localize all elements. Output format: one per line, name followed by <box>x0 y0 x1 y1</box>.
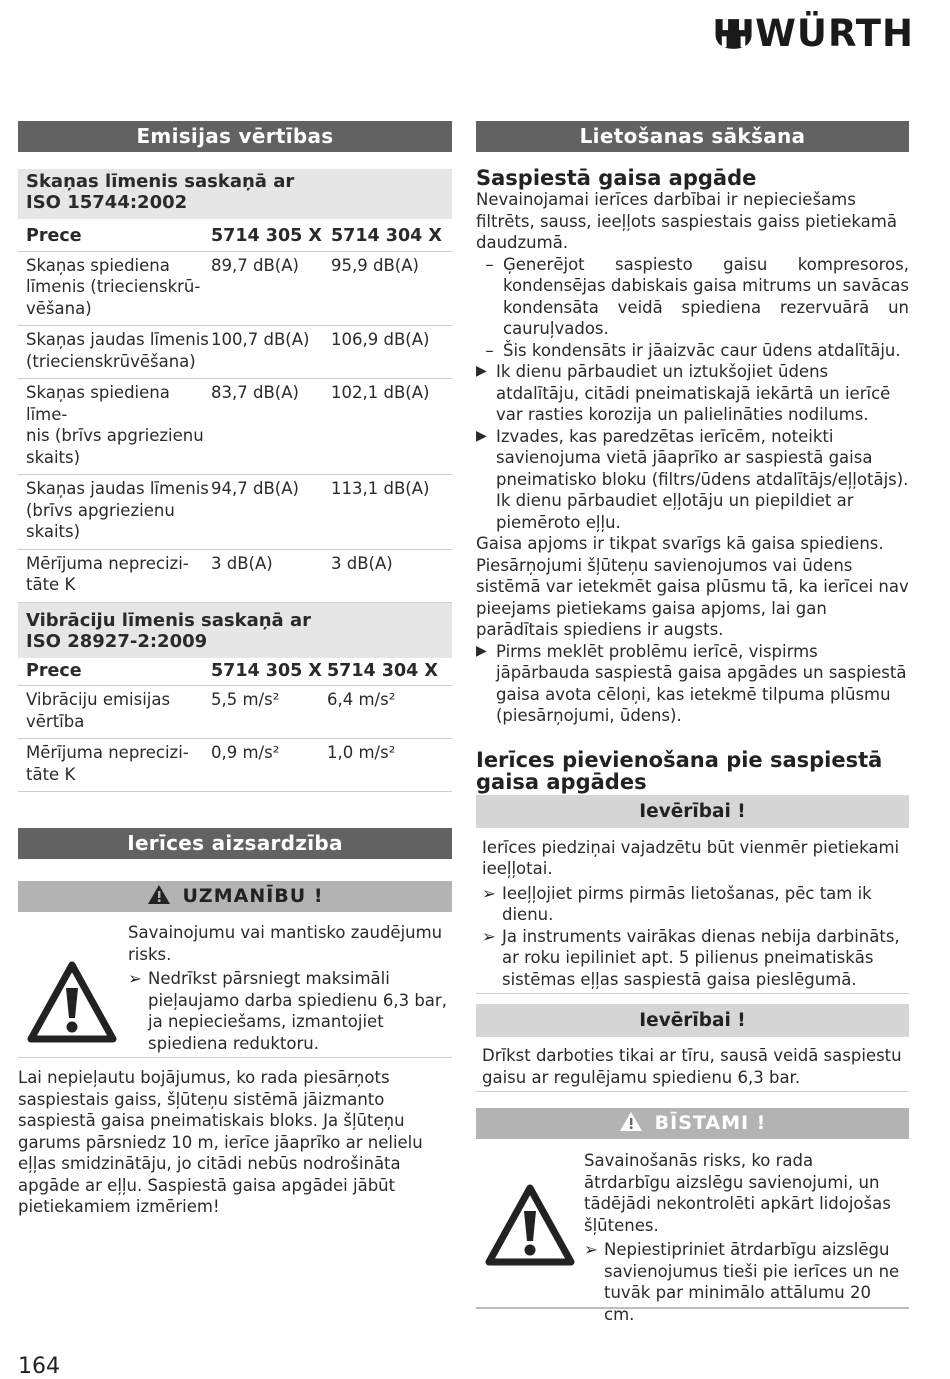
warning-triangle-icon <box>26 960 118 1050</box>
row-value-1: 3 dB(A) <box>211 553 273 573</box>
left-column <box>18 121 452 1218</box>
warning-triangle-icon <box>619 1111 643 1142</box>
page-number: 164 <box>18 1354 60 1379</box>
list-item <box>482 926 903 991</box>
caution-box <box>18 912 452 1058</box>
row-value-1: 94,7 dB(A) <box>211 479 299 498</box>
air-volume-paragraph: Gaisa apjoms ir tikpat svarīgs kā gaisa spiediens. Piesārņojumi šļūteņu savienojumos vai ūdens sistēmā var ietekmēt gaisa plūsmu tā, ka ierīcei nav pieejams pietiekams gaisa apjoms, lai gan parādītais spiediens ir augsts. <box>476 534 909 639</box>
table-row <box>18 739 452 792</box>
header-model-1: 5714 305 X <box>211 226 322 246</box>
caution-text: Savainojumu vai mantisko zaudējumu risks. <box>128 923 443 964</box>
list-item-text: Ik dienu pārbaudiet un iztukšojiet ūdens atdalītāju, citādi pneimatiskajā iekārtā un ierīcē var rasties korozija un palielināties nodilums. <box>496 362 891 424</box>
wurth-logo <box>714 12 914 56</box>
table-row <box>18 379 452 475</box>
row-value-2: 106,9 dB(A) <box>331 330 430 349</box>
arrow-bullet-icon: ➢ <box>128 969 142 988</box>
row-value-2: 102,1 dB(A) <box>331 383 430 402</box>
note-header: Ievērībai ! <box>476 1004 909 1037</box>
row-label: Skaņas jaudas līmenis (brīvs apgriezienu skaits) <box>26 479 209 541</box>
triangle-bullet-icon: ▶ <box>476 642 487 659</box>
triangle-bullet-icon: ▶ <box>476 427 487 444</box>
warning-triangle-icon <box>147 884 171 915</box>
row-value-1: 83,7 dB(A) <box>211 383 299 402</box>
arrow-bullet-icon: ➢ <box>584 1240 598 1259</box>
air-supply-heading: Saspiestā gaisa apgāde <box>476 166 757 190</box>
table-row <box>18 252 452 327</box>
list-item <box>476 254 909 340</box>
list-item <box>476 426 909 534</box>
header-product: Prece <box>26 660 82 681</box>
danger-bullet <box>584 1239 904 1325</box>
connect-heading: Ierīces pievienošana pie saspiestā gaisa apgādes <box>476 747 883 794</box>
list-item-text: Pirms meklēt problēmu ierīcē, vispirms jāpārbauda saspiestā gaisa apgādes un saspiestā gaisa avota cēloņi, kas ietekmē tilpuma plūsmu (piesārņojumi, ūdens). <box>496 641 907 725</box>
protection-section-title: Ierīces aizsardzība <box>18 828 452 859</box>
right-column <box>476 121 909 1324</box>
row-value-1: 5,5 m/s² <box>211 690 280 709</box>
table-row <box>18 550 452 603</box>
row-label: Skaņas spiediena līmenis (triecienskrū- vēšana) <box>26 255 201 318</box>
row-label: Skaņas spiediena līme- nis (brīvs apgriezienu skaits) <box>26 383 204 467</box>
table-row <box>18 475 452 550</box>
row-label: Mērījuma neprecizi- tāte K <box>26 553 189 594</box>
header-product: Prece <box>26 226 82 246</box>
air-supply-intro: Nevainojamai ierīces darbībai ir nepieciešams filtrēts, sauss, ieeļļots saspiestais gaiss pietiekamā daudzumā. <box>476 190 897 252</box>
list-item <box>476 361 909 426</box>
danger-label: BĪSTAMI ! <box>654 1112 767 1134</box>
list-item <box>476 340 909 362</box>
caution-bullet <box>128 968 450 1054</box>
note-box <box>476 1037 909 1092</box>
header-model-2: 5714 304 X <box>327 660 438 681</box>
header-model-1: 5714 305 X <box>211 660 322 681</box>
list-item-text: Ja instruments vairākas dienas nebija darbināts, ar roku iepiliniet apt. 5 pilienus pneimatiskās sistēmas eļļas saspiestā gaisa pieslēgumā. <box>502 926 900 989</box>
list-item-text: Ieeļļojiet pirms pirmās lietošanas, pēc tam ik dienu. <box>502 883 872 924</box>
row-label: Vibrāciju emisijas vērtība <box>26 690 171 731</box>
caution-header <box>18 881 452 912</box>
row-value-2: 95,9 dB(A) <box>331 255 419 275</box>
caution-bullet-text: Nedrīkst pārsniegt maksimāli pieļaujamo darba spiedienu 6,3 bar, ja nepieciešams, izmantojiet spiediena reduktoru. <box>148 969 447 1053</box>
row-value-2: 113,1 dB(A) <box>331 479 430 498</box>
arrow-bullet-icon: ➢ <box>482 926 496 946</box>
header-model-2: 5714 304 X <box>331 226 442 246</box>
note-header: Ievērībai ! <box>476 795 909 828</box>
row-value-2: 3 dB(A) <box>331 553 393 573</box>
protection-paragraph: Lai nepieļautu bojājumus, ko rada piesārņots saspiestais gaiss, šļūteņu sistēmā jāizmanto saspiestā gaisa pneimatiskais bloks. Ja šļūteņu garums pārsniedz 10 m, ierīce jāaprīko ar nelielu eļļas smidzinātāju, jo citādi nebūs nodrošināta apgāde ar eļļu. Saspiestā gaisa apgādei jābūt pietiekamiem izmēriem! <box>18 1068 423 1216</box>
row-label: Mērījuma neprecizi- tāte K <box>26 743 189 784</box>
danger-text: Savainošanās risks, ko rada ātrdarbīgu aizslēgu savienojumi, un tādējādi nekontrolēti apkārt lidojošas šļūtenes. <box>584 1151 891 1235</box>
table-row <box>18 686 452 739</box>
row-value-1: 100,7 dB(A) <box>211 330 310 349</box>
row-value-1: 0,9 m/s² <box>211 743 280 762</box>
list-item <box>476 641 909 727</box>
danger-header <box>476 1108 909 1139</box>
vibration-table-header <box>18 658 452 687</box>
vibration-table-heading: Vibrāciju līmenis saskaņā ar ISO 28927-2:2009 <box>18 603 452 658</box>
sound-table-heading: Skaņas līmenis saskaņā ar ISO 15744:2002 <box>26 171 295 213</box>
dash-bullet-icon: – <box>485 340 494 360</box>
warning-triangle-icon <box>484 1183 576 1273</box>
list-item <box>482 883 903 926</box>
emission-section-title: Emisijas vērtības <box>18 121 452 152</box>
danger-box <box>476 1139 909 1324</box>
list-item-text: Ģenerējot saspiesto gaisu kompresoros, kondensējas dabiskais gaisa mitrums un savācas kondensāta veidā spiediena rezervuārā un cauruļvados. <box>503 254 909 338</box>
row-value-2: 6,4 m/s² <box>327 690 396 709</box>
danger-bullet-text: Nepiestipriniet ātrdarbīgu aizslēgu savienojumus tieši pie ierīces un ne tuvāk par minimālo attālumu 20 cm. <box>604 1240 900 1324</box>
note-text: Ierīces piedziņai vajadzētu būt vienmēr pietiekami ieeļļotai. <box>482 837 900 878</box>
table-row <box>18 326 452 379</box>
note-box <box>476 828 909 995</box>
row-value-2: 1,0 m/s² <box>327 743 396 762</box>
wurth-logo-mark-icon <box>714 13 753 55</box>
brand-name: WÜRTH <box>755 12 914 55</box>
row-value-1: 89,7 dB(A) <box>211 255 299 275</box>
triangle-bullet-icon: ▶ <box>476 363 487 379</box>
list-item-text: Šis kondensāts ir jāaizvāc caur ūdens atdalītāju. <box>503 340 901 360</box>
list-item-text: Izvades, kas paredzētas ierīcēm, noteikti savienojuma vietā jāaprīko ar saspiestā gaisa pneimatisko bloku (filtrs/ūdens atdalītājs/eļļotājs). Ik dienu pārbaudiet eļļotāju un piepildiet ar piemēroto eļļu. <box>496 426 909 532</box>
start-section-title: Lietošanas sākšana <box>476 121 909 152</box>
note-text: Drīkst darboties tikai ar tīru, sausā veidā saspiestu gaisu ar regulējamu spiedienu 6,3 bar. <box>482 1046 902 1087</box>
sound-table-header <box>18 223 452 252</box>
caution-label: UZMANĪBU ! <box>182 885 324 907</box>
arrow-bullet-icon: ➢ <box>482 883 496 903</box>
dash-bullet-icon: – <box>485 254 494 274</box>
row-label: Skaņas jaudas līmenis (triecienskrūvēšana) <box>26 330 209 371</box>
